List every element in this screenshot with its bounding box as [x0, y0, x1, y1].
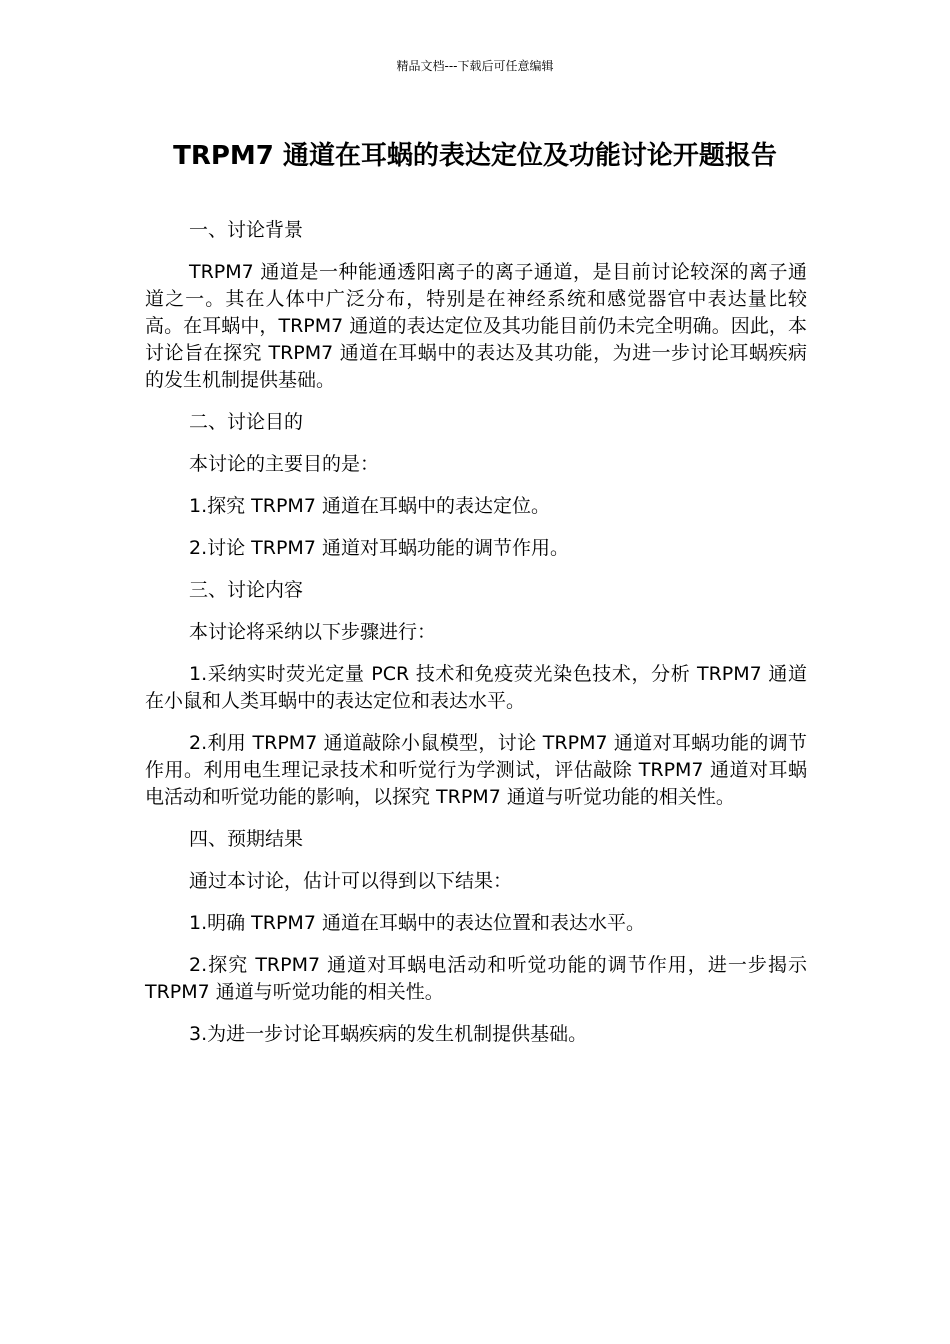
- list-item-results-2: 2.探究 TRPM7 通道对耳蜗电活动和听觉功能的调节作用，进一步揭示 TRPM7 通道与听觉功能的相关性。: [145, 954, 807, 1003]
- document-title: TRPM7 通道在耳蜗的表达定位及功能讨论开题报告: [173, 141, 777, 171]
- list-item-results-3: 3.为进一步讨论耳蜗疾病的发生机制提供基础。: [189, 1023, 588, 1045]
- document-body: [145, 217, 807, 1063]
- paragraph-results-intro: 通过本讨论，估计可以得到以下结果：: [189, 870, 513, 892]
- paragraph-background: TRPM7 通道是一种能通透阳离子的离子通道，是目前讨论较深的离子通道之一。其在人体中广泛分布，特别是在神经系统和感觉器官中表达量比较高。在耳蜗中，TRPM7 通道的表达定位及其功能目前仍未完全明确。因此，本讨论旨在探究 TRPM7 通道在耳蜗中的表达及其功能，为进一步讨论耳蜗疾病的发生机制提供基础。: [145, 261, 807, 391]
- paragraph-content-intro: 本讨论将采纳以下步骤进行：: [189, 621, 437, 643]
- section-heading-background: 一、讨论背景: [189, 219, 304, 241]
- list-item-purpose-1: 1.探究 TRPM7 通道在耳蜗中的表达定位。: [189, 495, 550, 517]
- paragraph-purpose-intro: 本讨论的主要目的是：: [189, 453, 380, 475]
- page-header: 精品文档---下载后可任意编辑: [396, 59, 554, 73]
- list-item-content-1: 1.采纳实时荧光定量 PCR 技术和免疫荧光染色技术，分析 TRPM7 通道在小鼠和人类耳蜗中的表达定位和表达水平。: [145, 663, 807, 712]
- list-item-purpose-2: 2.讨论 TRPM7 通道对耳蜗功能的调节作用。: [189, 537, 569, 559]
- section-heading-purpose: 二、讨论目的: [189, 411, 304, 433]
- list-item-content-2: 2.利用 TRPM7 通道敲除小鼠模型，讨论 TRPM7 通道对耳蜗功能的调节作用。利用电生理记录技术和听觉行为学测试，评估敲除 TRPM7 通道对耳蜗电活动和听觉功能的影响，以探究 TRPM7 通道与听觉功能的相关性。: [145, 732, 807, 808]
- section-heading-content: 三、讨论内容: [189, 579, 304, 601]
- list-item-results-1: 1.明确 TRPM7 通道在耳蜗中的表达位置和表达水平。: [189, 912, 645, 934]
- section-heading-results: 四、预期结果: [189, 828, 304, 850]
